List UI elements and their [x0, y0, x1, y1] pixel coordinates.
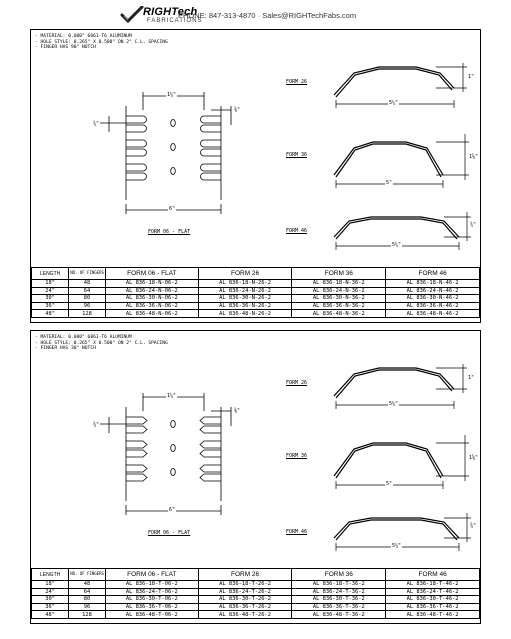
- cell-part: AL 836-18-T-36-2: [292, 581, 386, 589]
- table-row: [32, 603, 480, 611]
- table-row: [32, 302, 480, 310]
- cell-part: AL 836-36-N-46-2: [386, 302, 480, 310]
- form-36-label: FORM 36: [286, 152, 308, 158]
- cell-part: AL 836-24-N-36-2: [292, 287, 386, 295]
- cell-part: AL 836-24-N-06-2: [105, 287, 198, 295]
- form-36-label: FORM 36: [286, 453, 308, 459]
- cell-part: AL 836-48-T-06-2: [105, 611, 198, 619]
- form-36-height: 1⅝": [469, 154, 479, 160]
- cell-fingers: 128: [69, 611, 106, 619]
- cell-part: AL 836-36-T-06-2: [105, 603, 198, 611]
- table-row: [32, 295, 480, 303]
- table-row: [32, 310, 480, 318]
- cell-fingers: 48: [69, 280, 106, 288]
- cell-part: AL 836-18-T-06-2: [105, 581, 198, 589]
- table-row: [32, 280, 480, 288]
- cell-fingers: 80: [69, 295, 106, 303]
- cell-fingers: 128: [69, 310, 106, 318]
- form-46-height: ¾": [470, 222, 477, 228]
- note-finger-notch: - FINGER HAS 30° NOTCH: [35, 346, 96, 352]
- cell-part: AL 836-18-N-06-2: [105, 280, 198, 288]
- cell-part: AL 836-30-N-26-2: [198, 295, 292, 303]
- cell-part: AL 836-30-T-36-2: [292, 596, 386, 604]
- part-number-table: [31, 568, 480, 619]
- technical-drawing: [31, 331, 480, 568]
- cell-part: AL 836-30-N-46-2: [386, 295, 480, 303]
- col-header-fingers: NO. OF FINGERS: [69, 268, 106, 280]
- cell-length: 30": [32, 596, 69, 604]
- cell-fingers: 96: [69, 302, 106, 310]
- cell-part: AL 836-24-T-36-2: [292, 588, 386, 596]
- cell-part: AL 836-30-T-06-2: [105, 596, 198, 604]
- form-36-width: 5": [386, 180, 393, 186]
- col-header-form-46: FORM 46: [386, 569, 480, 581]
- note-hole-style: - HOLE STYLE: 0.265" X 0.500" ON 2" C.L. SPACING: [35, 39, 168, 45]
- cell-part: AL 836-18-T-46-2: [386, 581, 480, 589]
- cell-fingers: 48: [69, 581, 106, 589]
- table-header-row: [32, 569, 480, 581]
- form-46-width: 5¼": [392, 543, 402, 549]
- col-header-form-46: FORM 46: [386, 268, 480, 280]
- flat-strip-drawing: [99, 92, 231, 214]
- cell-part: AL 836-24-T-06-2: [105, 588, 198, 596]
- col-header-form-26: FORM 26: [198, 268, 292, 280]
- dim-finger-depth: ¾": [93, 121, 100, 127]
- note-hole-style: - HOLE STYLE: 0.265" X 0.500" ON 2" C.L. SPACING: [35, 340, 168, 346]
- cell-part: AL 836-18-T-26-2: [198, 581, 292, 589]
- table-row: [32, 287, 480, 295]
- form-26-width: 5¼": [389, 401, 399, 407]
- cell-part: AL 836-36-T-26-2: [198, 603, 292, 611]
- form-profiles: [334, 67, 459, 239]
- col-header-form-06: FORM 06 - FLAT: [105, 268, 198, 280]
- cell-part: AL 836-36-N-26-2: [198, 302, 292, 310]
- page-header: [0, 0, 511, 28]
- note-material: - MATERIAL: 0.080" 6061-T6 ALUMINUM: [35, 34, 132, 39]
- cell-length: 18": [32, 280, 69, 288]
- form-profiles: [334, 368, 459, 540]
- checkmark-logo-icon: [120, 6, 144, 24]
- cell-length: 36": [32, 603, 69, 611]
- cell-part: AL 836-30-T-26-2: [198, 596, 292, 604]
- form-36-height: 1⅝": [469, 455, 479, 461]
- form-26-label: FORM 26: [286, 380, 308, 386]
- col-header-form-36: FORM 36: [292, 569, 386, 581]
- col-header-length: LENGTH: [32, 569, 69, 581]
- brand-name: RIGHTech: [143, 6, 198, 18]
- spec-panel-notch-90: [30, 29, 481, 323]
- cell-part: AL 836-36-T-46-2: [386, 603, 480, 611]
- flat-form-label: FORM 06 - FLAT: [148, 530, 191, 536]
- brand-subtitle: FABRICATIONS: [147, 18, 203, 24]
- dim-flat-width: 6": [169, 507, 176, 513]
- cell-part: AL 836-24-N-46-2: [386, 287, 480, 295]
- col-header-length: LENGTH: [32, 268, 69, 280]
- form-36-width: 5": [386, 481, 393, 487]
- table-row: [32, 611, 480, 619]
- form-46-width: 5¼": [392, 242, 402, 248]
- note-material: - MATERIAL: 0.080" 6061-T6 ALUMINUM: [35, 335, 132, 340]
- col-header-form-26: FORM 26: [198, 569, 292, 581]
- cell-fingers: 64: [69, 287, 106, 295]
- dim-finger-depth: ¾": [93, 422, 100, 428]
- cell-length: 36": [32, 302, 69, 310]
- table-row: [32, 581, 480, 589]
- col-header-form-06: FORM 06 - FLAT: [105, 569, 198, 581]
- dim-finger-width: 1¼": [167, 92, 177, 98]
- flat-form-label: FORM 06 - FLAT: [148, 229, 191, 235]
- cell-part: AL 836-48-T-46-2: [386, 611, 480, 619]
- cell-length: 18": [32, 581, 69, 589]
- table-header-row: [32, 268, 480, 280]
- form-26-height: 1": [468, 74, 475, 80]
- cell-fingers: 96: [69, 603, 106, 611]
- dim-finger-gap: ⅜": [234, 107, 241, 113]
- contact-info: PHONE: 847-313-4870 · Sales@RIGHTechFabs.com: [178, 11, 357, 20]
- cell-part: AL 836-48-N-36-2: [292, 310, 386, 318]
- table-row: [32, 596, 480, 604]
- cell-part: AL 836-30-N-06-2: [105, 295, 198, 303]
- cell-length: 48": [32, 611, 69, 619]
- form-26-label: FORM 26: [286, 79, 308, 85]
- part-number-table: [31, 267, 480, 318]
- cell-part: AL 836-36-T-36-2: [292, 603, 386, 611]
- cell-part: AL 836-48-T-36-2: [292, 611, 386, 619]
- form-46-label: FORM 46: [286, 529, 308, 535]
- cell-fingers: 64: [69, 588, 106, 596]
- cell-part: AL 836-30-T-46-2: [386, 596, 480, 604]
- cell-length: 24": [32, 588, 69, 596]
- cell-length: 30": [32, 295, 69, 303]
- form-26-width: 5¼": [389, 100, 399, 106]
- cell-fingers: 80: [69, 596, 106, 604]
- cell-part: AL 836-36-N-36-2: [292, 302, 386, 310]
- cell-length: 24": [32, 287, 69, 295]
- note-finger-notch: - FINGER HAS 90° NOTCH: [35, 45, 96, 51]
- flat-strip-drawing: [99, 393, 231, 515]
- cell-length: 48": [32, 310, 69, 318]
- cell-part: AL 836-24-T-26-2: [198, 588, 292, 596]
- form-46-height: ¾": [470, 523, 477, 529]
- spec-panel-notch-30: [30, 330, 481, 624]
- dim-finger-width: 1¼": [167, 393, 177, 399]
- dim-flat-width: 6": [169, 206, 176, 212]
- cell-part: AL 836-48-N-06-2: [105, 310, 198, 318]
- cell-part: AL 836-30-N-36-2: [292, 295, 386, 303]
- cell-part: AL 836-18-N-26-2: [198, 280, 292, 288]
- technical-drawing: [31, 30, 480, 267]
- cell-part: AL 836-48-T-26-2: [198, 611, 292, 619]
- table-row: [32, 588, 480, 596]
- cell-part: AL 836-36-N-06-2: [105, 302, 198, 310]
- cell-part: AL 836-48-N-26-2: [198, 310, 292, 318]
- form-26-height: 1": [468, 375, 475, 381]
- cell-part: AL 836-18-N-46-2: [386, 280, 480, 288]
- form-46-label: FORM 46: [286, 228, 308, 234]
- dim-finger-gap: ⅜": [234, 408, 241, 414]
- cell-part: AL 836-48-N-46-2: [386, 310, 480, 318]
- col-header-fingers: NO. OF FINGERS: [69, 569, 106, 581]
- cell-part: AL 836-24-N-26-2: [198, 287, 292, 295]
- cell-part: AL 836-18-N-36-2: [292, 280, 386, 288]
- col-header-form-36: FORM 36: [292, 268, 386, 280]
- cell-part: AL 836-24-T-46-2: [386, 588, 480, 596]
